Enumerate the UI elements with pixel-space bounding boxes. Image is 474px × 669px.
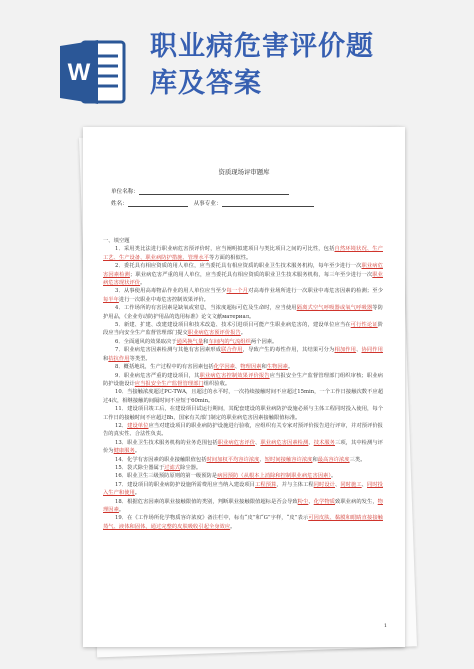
answer-text: 同时施工 [340,481,362,488]
question-text: 应当报安全生产监督管理部门组织审核；职业病防护设施设计 [103,372,383,387]
cover-title [150,28,450,102]
answer-text: 自然环境状况、生产工艺、生产设备、职业病防护措施、管理水平 [103,246,383,261]
logo-letter: W [67,59,91,86]
answer-text: 职业病危害评价 [217,439,256,446]
question-text: 1．采用类比法进行职业病危害预评价时，应当阐明拟建项目与类比项目之间的可比性，包括 [115,246,335,253]
question-paragraph [103,498,383,515]
question-text: 13．职业卫生技术服务机构的业务范围包括 [115,439,218,446]
question-text: 19．在《工作场所化学物质容许浓度》备注栏中，标有“皮”和“G”字样，“皮”表示 [115,515,309,522]
question-text: 、 [259,456,265,463]
word-document-icon [58,36,128,108]
cover-title-line2: 库及答案 [150,68,262,99]
question-text: 和 [103,355,109,362]
question-text: 8．概括地说，生产过程中的有害因素包括 [115,364,214,371]
question-text: 三项，其中检测与评价为 [103,439,383,455]
answer-text: 隔离式空气呼吸器或氧气呼吸器 [296,305,373,312]
question-text: 16．职业卫生三级预防原则的第一级预防是 [115,473,218,480]
question-text: 、 [308,498,314,505]
answer-text: 每一个月 [226,288,249,295]
question-paragraph [103,287,383,304]
question-text: 除尘器。 [180,464,202,471]
answer-text: 物理因素 [240,364,262,371]
question-text: 。 [134,448,141,455]
question-paragraph [103,338,383,346]
answer-text: 同时投入生产和使用 [103,481,383,497]
major-label: 从事专业： [193,201,222,207]
question-text: ，导致产生的毒性作用，其结果可分为 [242,347,335,354]
question-paragraph [103,464,383,472]
answer-text: 应当报安全生产监督管理部门 [134,380,204,387]
answer-text: 工程预算 [255,481,277,488]
answer-text: 健康服务 [113,448,135,455]
answer-text: 化学因素 [213,364,235,371]
question-text: 两个因素。 [250,338,278,345]
question-paragraph [103,245,383,262]
question-paragraph [103,472,383,480]
answer-text: 技术服务 [313,439,336,446]
answer-text: 生物因素 [266,364,288,371]
question-text: 、 [255,439,261,446]
answer-text: 同时设计 [313,481,335,488]
answer-text: 最高容许浓度 [317,456,350,463]
name-major-row [111,199,314,207]
question-text: 2．委托具有相应资质的用人单位，应当委托具有相应资质的职业卫生技术服务机构，每年至少进行一次 [115,263,362,270]
question-text: 。 [118,507,125,513]
question-paragraph [103,372,383,389]
unit-name-label: 单位名称： [111,189,139,195]
question-text: 。 [134,490,141,497]
question-text: 阶段应当向安全生产监督管理部门提交 [103,322,383,337]
answer-text: 相加作用 [334,347,357,354]
major-blank [222,200,314,207]
question-text: 、 [334,481,341,488]
answer-text: 化学物质 [313,498,336,505]
question-text: 10．当接触浓度超过PC-TWA，且超过的水平时，一次持续接触时间不应超过15min，一个工作日接触次数不应超过4次，相继接触的间隔时间不应短于60min。 [103,389,383,404]
page-number: 1 [383,623,387,629]
question-text: 9．职业病危害严重的建设项目，其 [115,372,200,379]
section-title: 一、填空题 [103,238,130,244]
question-text: ；职业病危害严重的用人单位，应当委托具有相应资质的职业卫生技术服务机构，每三年至少进行一次 [129,271,373,278]
question-text: 、 [361,481,367,488]
question-text: 和 [312,456,318,463]
question-text: 15．袋式除尘器属于 [115,464,165,471]
question-text: 。 [240,330,247,337]
answer-text: 病因预防（从根本上消除和控制职业病危害因素） [217,473,331,480]
answer-text: 时间加权平均容许浓度 [206,456,260,463]
question-paragraphs [103,245,383,531]
answer-text: 粉尘 [297,498,309,505]
document-title: 资质现场评审题库 [218,168,270,176]
question-paragraph [103,514,383,531]
question-text: 三类。 [349,456,366,463]
answer-text: 联合作用 [221,347,243,354]
question-text: 对高毒作业场所进行一次职业中毒危害因素的检测；至少 [248,288,383,295]
question-paragraph [103,456,383,464]
question-text: 等类型。 [129,355,151,362]
question-text: 7．职业病危害因素检测与其他有害因素形成 [115,347,222,354]
question-paragraph [103,405,383,422]
question-text: 。 [287,364,294,371]
answer-text: 可行性论证 [350,322,378,329]
question-text: 、 [234,364,241,371]
answer-text: 车间内的气流组织 [208,338,251,345]
question-paragraph [103,388,383,405]
question-text: 3．从事使用高毒物品作业的用人单位应当至少 [115,288,227,295]
question-text: 。 [230,523,236,530]
question-text: 14．化学有害因素的职业接触限值包括 [115,456,207,463]
question-text: 等方面的相似性。 [208,254,252,261]
question-text: 和 [261,364,267,371]
question-paragraph [103,262,383,287]
answer-text: 拮抗作用 [108,355,130,362]
answer-text: 可因皮肤、黏膜和眼睛直接接触蒸气、液体和固体，通过完整的皮肤吸收引起全身效应 [103,515,383,530]
question-text: 12． [115,422,128,429]
answer-text: 物理因素 [103,498,383,513]
question-text: 进行一次职业中毒危害控制效果评价。 [118,296,209,303]
question-text: 和 [203,338,209,345]
answer-text: 职业病危害现状评价 [103,271,383,287]
question-list [103,237,383,531]
answer-text: 通风换气量 [176,338,204,345]
unit-name-row [111,187,289,195]
question-text: 、 [356,347,362,354]
question-paragraph [103,439,383,456]
answer-text: 过滤式 [164,464,181,471]
answer-text: 协同作用 [361,347,383,354]
question-paragraph [103,422,383,439]
question-text: 应当对建设项目的职业病防护设施进行验收，应组织有关专家对预评价报告进行评审，并对预评价报告的真实性、合法性负责。 [103,422,383,438]
question-text: 18．根据危害因素的职业接触限值的类别，判断职业接触限值超标是否会导致 [115,498,298,505]
question-paragraph [103,363,383,371]
question-paragraph [103,346,383,363]
question-paragraph [103,304,383,321]
cover-title-line1: 职业病危害评价题 [150,31,374,62]
question-text: 4．工作场所的有害因素是缺氧或窒息，当浓度超标可危及生命时，应当使用 [115,305,297,312]
question-text: 17．建设项目的职业病防护设施所需费用应当纳入建设项目 [115,481,256,488]
name-blank [128,200,188,207]
document-page [83,127,405,647]
question-text: 6．全面通风的效果取决于 [115,338,177,345]
answer-text: 短时间接触容许浓度 [264,456,313,463]
answer-text: 职业病危害因素检测 [260,439,309,446]
answer-text: 职业病危害预评价报告 [187,330,241,337]
question-text: ，并与主体工程 [276,481,314,488]
question-text: 等防护用品，《企业劳动防护用品的选用标准》论文文献материал。 [103,305,383,320]
question-text: 组织验收。 [203,380,231,387]
answer-text: 职业病危害因素检测 [103,263,383,278]
answer-text: 建设单位 [127,422,149,429]
answer-text: 每半年 [103,296,119,303]
question-paragraph [103,481,383,498]
question-paragraph [103,321,383,338]
answer-text: 职业病危害控制效果评价报告 [199,372,270,379]
question-text: 11．建设项目竣工后，在建设项目试运行期间，其配套建设的职业病防护设施必须与主体工程同时投入使用，每个工作日的接触时间不应超过8h，国家有关部门制定的职业病危害因素接触限值标准。 [103,406,383,421]
question-text: 5．新建、扩建、改建建设项目和技术改造、技术引进项目可能产生职业病危害的，建设单位应当在 [115,322,351,329]
question-text: 。 [140,280,146,287]
question-text: 致职业病的发生， [335,498,378,505]
question-text: 、 [308,439,314,446]
name-label: 姓名： [111,201,128,207]
unit-name-blank [139,188,289,195]
question-text: 。 [330,473,337,480]
